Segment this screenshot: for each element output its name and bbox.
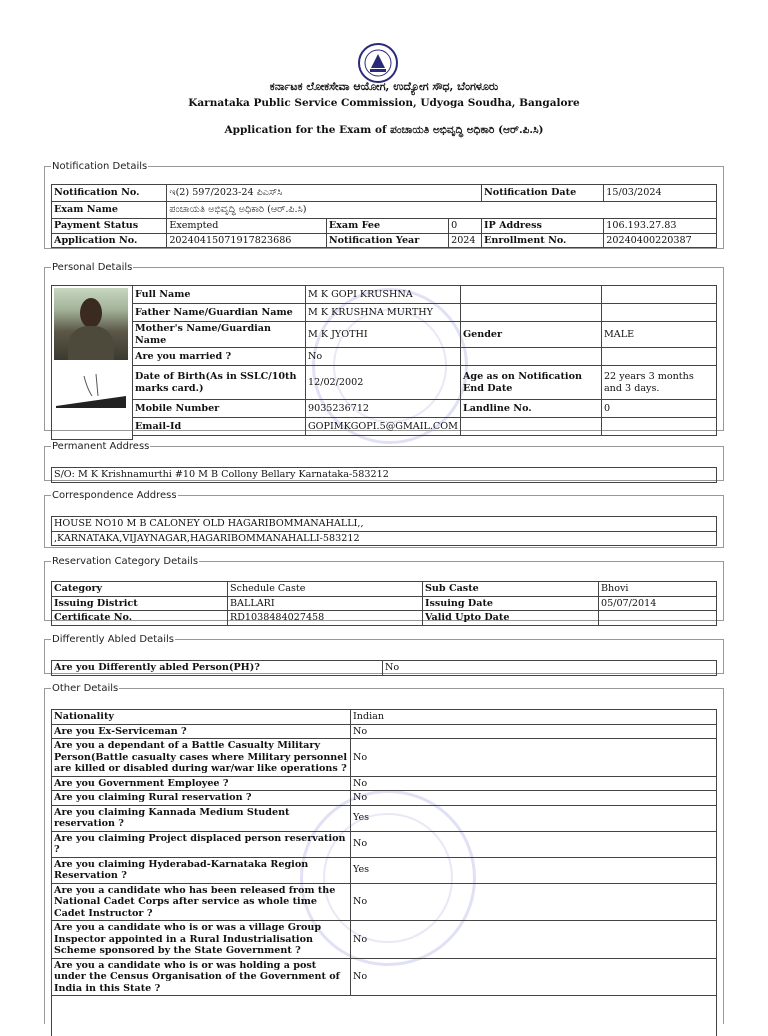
email-value: GOPIMKGOPI.5@GMAIL.COM — [306, 418, 461, 436]
section-legend: Differently Abled Details — [52, 634, 175, 645]
other-question: Are you claiming Rural reservation ? — [52, 791, 351, 806]
application-no-value: 20240415071917823686 — [167, 233, 327, 248]
father-name-value: M K KRUSHNA MURTHY — [306, 304, 461, 322]
reservation-table — [51, 581, 717, 626]
certificate-no-label: Certificate No. — [52, 611, 228, 626]
other-answer: No — [351, 921, 717, 959]
other-question: Are you a candidate who is or was holding a post under the Census Organisation of the Government of India in this State ? — [52, 958, 351, 996]
other-question: Are you Government Employee ? — [52, 776, 351, 791]
section-legend: Reservation Category Details — [52, 556, 199, 567]
section-legend: Personal Details — [52, 262, 133, 273]
applicant-photo — [54, 288, 128, 360]
mobile-value: 9035236712 — [306, 400, 461, 418]
ph-answer: No — [383, 661, 717, 676]
issuing-date-label: Issuing Date — [423, 596, 599, 611]
other-question: Are you claiming Kannada Medium Student reservation ? — [52, 805, 351, 831]
payment-status-value: Exempted — [167, 219, 327, 234]
issuing-district-label: Issuing District — [52, 596, 228, 611]
other-answer: No — [351, 883, 717, 921]
permanent-address-value: S/O: M K Krishnamurthi #10 M B Collony Bellary Karnataka-583212 — [52, 468, 717, 483]
other-answer: Indian — [351, 710, 717, 725]
gender-label: Gender — [460, 322, 601, 348]
other-answer: No — [351, 724, 717, 739]
other-question: Are you claiming Hyderabad-Karnataka Region Reservation ? — [52, 857, 351, 883]
empty-cell — [601, 348, 716, 366]
other-answer: No — [351, 776, 717, 791]
full-name-value: M K GOPI KRUSHNA — [306, 286, 461, 304]
exam-fee-value: 0 — [449, 219, 482, 234]
empty-cell — [460, 418, 601, 436]
notification-table — [51, 184, 717, 248]
notification-year-label: Notification Year — [326, 233, 448, 248]
enrollment-no-label: Enrollment No. — [482, 233, 604, 248]
correspondence-address-line2: ,KARNATAKA,VIJAYNAGAR,HAGARIBOMMANAHALLI-583212 — [52, 531, 717, 546]
other-answer: No — [351, 791, 717, 806]
empty-row — [52, 996, 717, 1036]
section-legend: Other Details — [52, 683, 119, 694]
age-value: 22 years 3 months and 3 days. — [601, 366, 716, 400]
mother-name-label: Mother's Name/Guardian Name — [133, 322, 306, 348]
signature-image — [54, 366, 128, 410]
empty-cell — [460, 286, 601, 304]
married-value: No — [306, 348, 461, 366]
mother-name-value: M K JYOTHI — [306, 322, 461, 348]
other-question: Nationality — [52, 710, 351, 725]
issuing-district-value: BALLARI — [228, 596, 423, 611]
correspondence-address-table — [51, 516, 717, 546]
section-legend: Notification Details — [52, 161, 148, 172]
category-value: Schedule Caste — [228, 582, 423, 597]
other-answer: No — [351, 958, 717, 996]
other-question: Are you a candidate who is or was a village Group Inspector appointed in a Rural Industrialisation Scheme sponsored by the State Government ? — [52, 921, 351, 959]
other-answer: No — [351, 739, 717, 777]
ip-address-label: IP Address — [482, 219, 604, 234]
notification-date-label: Notification Date — [482, 185, 604, 202]
photo-cell — [52, 286, 133, 440]
correspondence-address-section — [44, 490, 724, 548]
other-details-table — [51, 709, 717, 1036]
personal-details-section — [44, 262, 724, 431]
other-question: Are you Ex-Serviceman ? — [52, 724, 351, 739]
differently-abled-section — [44, 634, 724, 674]
notification-no-value: ಇ(2) 597/2023-24 ಪಿಎಸ್‌ಸಿ — [167, 185, 482, 202]
other-question: Are you claiming Project displaced person reservation ? — [52, 831, 351, 857]
ph-question: Are you Differently abled Person(PH)? — [52, 661, 383, 676]
differently-abled-table — [51, 660, 717, 676]
section-legend: Correspondence Address — [52, 490, 177, 501]
empty-cell — [460, 304, 601, 322]
dob-value: 12/02/2002 — [306, 366, 461, 400]
issuing-date-value: 05/07/2014 — [599, 596, 717, 611]
commission-title-kannada: ಕರ್ನಾಟಕ ಲೋಕಸೇವಾ ಆಯೋಗ, ಉದ್ಯೋಗ ಸೌಧ, ಬೆಂಗಳೂರು — [269, 80, 499, 93]
notification-year-value: 2024 — [449, 233, 482, 248]
notification-details-section — [44, 161, 724, 249]
reservation-category-section — [44, 556, 724, 621]
commission-title-english: Karnataka Public Service Commission, Udyoga Soudha, Bangalore — [188, 97, 580, 109]
exam-name-value: ಪಂಚಾಯತಿ ಅಭಿವೃದ್ಧಿ ಅಧಿಕಾರಿ (ಆರ್.ಪಿ.ಸಿ) — [167, 202, 717, 219]
valid-upto-label: Valid Upto Date — [423, 611, 599, 626]
mobile-label: Mobile Number — [133, 400, 306, 418]
permanent-address-table — [51, 467, 717, 483]
exam-fee-label: Exam Fee — [326, 219, 448, 234]
gender-value: MALE — [601, 322, 716, 348]
other-question: Are you a dependant of a Battle Casualty Military Person(Battle casualty cases where Military personnel are killed or disabled during war/war like operations ? — [52, 739, 351, 777]
empty-cell — [601, 286, 716, 304]
enrollment-no-value: 20240400220387 — [604, 233, 717, 248]
email-label: Email-Id — [133, 418, 306, 436]
other-answer: No — [351, 831, 717, 857]
age-label: Age as on Notification End Date — [460, 366, 601, 400]
sub-caste-label: Sub Caste — [423, 582, 599, 597]
married-label: Are you married ? — [133, 348, 306, 366]
empty-cell — [601, 418, 716, 436]
category-label: Category — [52, 582, 228, 597]
ip-address-value: 106.193.27.83 — [604, 219, 717, 234]
payment-status-label: Payment Status — [52, 219, 167, 234]
notification-date-value: 15/03/2024 — [604, 185, 717, 202]
valid-upto-value — [599, 611, 717, 626]
karnataka-emblem-icon — [343, 42, 413, 84]
other-details-section — [44, 683, 724, 1024]
father-name-label: Father Name/Guardian Name — [133, 304, 306, 322]
full-name-label: Full Name — [133, 286, 306, 304]
other-answer: Yes — [351, 805, 717, 831]
sub-caste-value: Bhovi — [599, 582, 717, 597]
other-answer: Yes — [351, 857, 717, 883]
landline-label: Landline No. — [460, 400, 601, 418]
application-no-label: Application No. — [52, 233, 167, 248]
landline-value: 0 — [601, 400, 716, 418]
section-legend: Permanent Address — [52, 441, 150, 452]
other-question: Are you a candidate who has been released from the National Cadet Corps after service as whole time Cadet Instructor ? — [52, 883, 351, 921]
personal-table — [51, 285, 717, 440]
exam-name-label: Exam Name — [52, 202, 167, 219]
empty-cell — [460, 348, 601, 366]
application-title: Application for the Exam of ಪಂಚಾಯತಿ ಅಭಿವೃದ್ಧಿ ಅಧಿಕಾರಿ (ಆರ್.ಪಿ.ಸಿ) — [224, 124, 544, 136]
notification-no-label: Notification No. — [52, 185, 167, 202]
certificate-no-value: RD1038484027458 — [228, 611, 423, 626]
permanent-address-section — [44, 441, 724, 481]
dob-label: Date of Birth(As in SSLC/10th marks card.) — [133, 366, 306, 400]
correspondence-address-line1: HOUSE NO10 M B CALONEY OLD HAGARIBOMMANAHALLI,, — [52, 517, 717, 532]
empty-cell — [601, 304, 716, 322]
